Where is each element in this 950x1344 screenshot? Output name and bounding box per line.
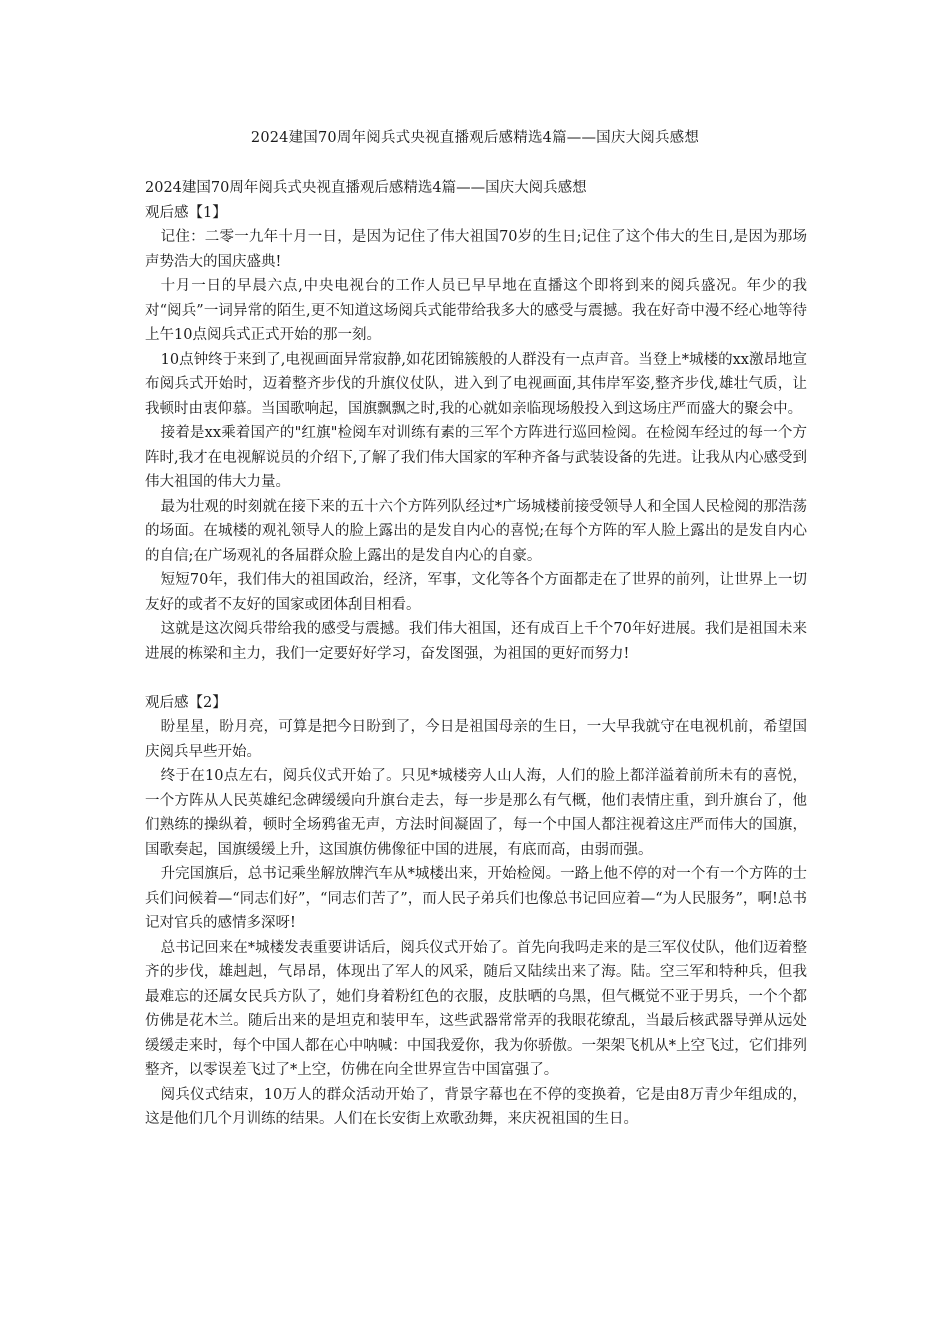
paragraph: 记住：二零一九年十月一日，是因为记住了伟大祖国70岁的生日;记住了这个伟大的生日,是因为那场声势浩大的国庆盛典! <box>145 229 807 270</box>
section-review-1 <box>145 201 807 667</box>
paragraph: 升完国旗后，总书记乘坐解放牌汽车从*城楼出来，开始检阅。一路上他不停的对一个有一个方阵的士兵们问候着—“同志们好”，“同志们苦了”，而人民子弟兵们也像总书记回应着—“为人民服务”，啊!总书记对官兵的感情多深呀! <box>145 866 807 931</box>
section-review-2 <box>145 691 807 1132</box>
paragraph: 阅兵仪式结束，10万人的群众活动开始了，背景字幕也在不停的变换着，它是由8万青少年组成的，这是他们几个月训练的结果。人们在长安街上欢歌劲舞，来庆祝祖国的生日。 <box>145 1086 807 1127</box>
paragraph: 终于在10点左右，阅兵仪式开始了。只见*城楼旁人山人海，人们的脸上都洋溢着前所未有的喜悦，一个方阵从人民英雄纪念碑缓缓向升旗台走去，每一步是那么有气概，他们表情庄重，到升旗台了，他们熟练的操纵着，顿时全场鸦雀无声，方法时间凝固了，每一个中国人都注视着这庄严而伟大的国旗，国歌奏起，国旗缓缓上升，这国旗仿佛像征中国的进展，有底而高，由弱而强。 <box>145 768 807 858</box>
paragraph: 这就是这次阅兵带给我的感受与震撼。我们伟大祖国，还有成百上千个70年好进展。我们是祖国未来进展的栋梁和主力，我们一定要好好学习，奋发图强，为祖国的更好而努力! <box>145 621 807 662</box>
paragraph: 短短70年，我们伟大的祖国政治，经济，军事，文化等各个方面都走在了世界的前列，让世界上一切友好的或者不友好的国家或团体刮目相看。 <box>145 572 807 613</box>
paragraph: 接着是xx乘着国产的"红旗"检阅车对训练有素的三军个方阵进行巡回检阅。在检阅车经过的每一个方阵时,我才在电视解说员的介绍下,了解了我们伟大国家的军种齐备与武装设备的先进。让我从内心感受到伟大祖国的伟大力量。 <box>145 425 807 490</box>
paragraph: 总书记回来在*城楼发表重要讲话后，阅兵仪式开始了。首先向我吗走来的是三军仪仗队，他们迈着整齐的步伐，雄赳赳，气昂昂，体现出了军人的风采，随后又陆续出来了海。陆。空三军和特种兵，但我最难忘的还属女民兵方队了，她们身着粉红色的衣服，皮肤晒的乌黑，但气概觉不亚于男兵，一个个都仿佛是花木兰。随后出来的是坦克和装甲车，这些武器常常弄的我眼花缭乱，当最后核武器导弹从远处缓缓走来时，每个中国人都在心中呐喊：中国我爱你，我为你骄傲。一架架飞机从*上空飞过，它们排列整齐，以零误差飞过了*上空，仿佛在向全世界宣告中国富强了。 <box>145 939 807 1078</box>
document-subtitle: 2024建国70周年阅兵式央视直播观后感精选4篇——国庆大阅兵感想 <box>145 180 587 196</box>
document-title: 2024建国70周年阅兵式央视直播观后感精选4篇——国庆大阅兵感想 <box>250 130 700 146</box>
document-body <box>145 176 807 1132</box>
paragraph: 十月一日的早晨六点,中央电视台的工作人员已早早地在直播这个即将到来的阅兵盛况。年少的我对“阅兵”一词异常的陌生,更不知道这场阅兵式能带给我多大的感受与震撼。我在好奇中漫不经心地等待上午10点阅兵式正式开始的那一刻。 <box>145 278 807 343</box>
section-heading: 观后感【1】 <box>145 204 227 221</box>
paragraph: 盼星星，盼月亮，可算是把今日盼到了，今日是祖国母亲的生日，一大早我就守在电视机前，希望国庆阅兵早些开始。 <box>145 719 807 760</box>
section-heading: 观后感【2】 <box>145 694 227 711</box>
paragraph: 最为壮观的时刻就在接下来的五十六个方阵列队经过*广场城楼前接受领导人和全国人民检阅的那浩荡的场面。在城楼的观礼领导人的脸上露出的是发自内心的喜悦;在每个方阵的军人脸上露出的是发自内心的自信;在广场观礼的各届群众脸上露出的是发自内心的自豪。 <box>145 498 807 564</box>
section-spacer <box>145 666 807 691</box>
paragraph: 10点钟终于来到了,电视画面异常寂静,如花团锦簇般的人群没有一点声音。当登上*城楼的xx激昂地宣布阅兵式开始时，迈着整齐步伐的升旗仪仗队，进入到了电视画面,其伟岸军姿,整齐步伐,雄壮气质，让我顿时由衷仰慕。当国歌响起，国旗飘飘之时,我的心就如亲临现场般投入到这场庄严而盛大的聚会中。 <box>145 351 807 417</box>
